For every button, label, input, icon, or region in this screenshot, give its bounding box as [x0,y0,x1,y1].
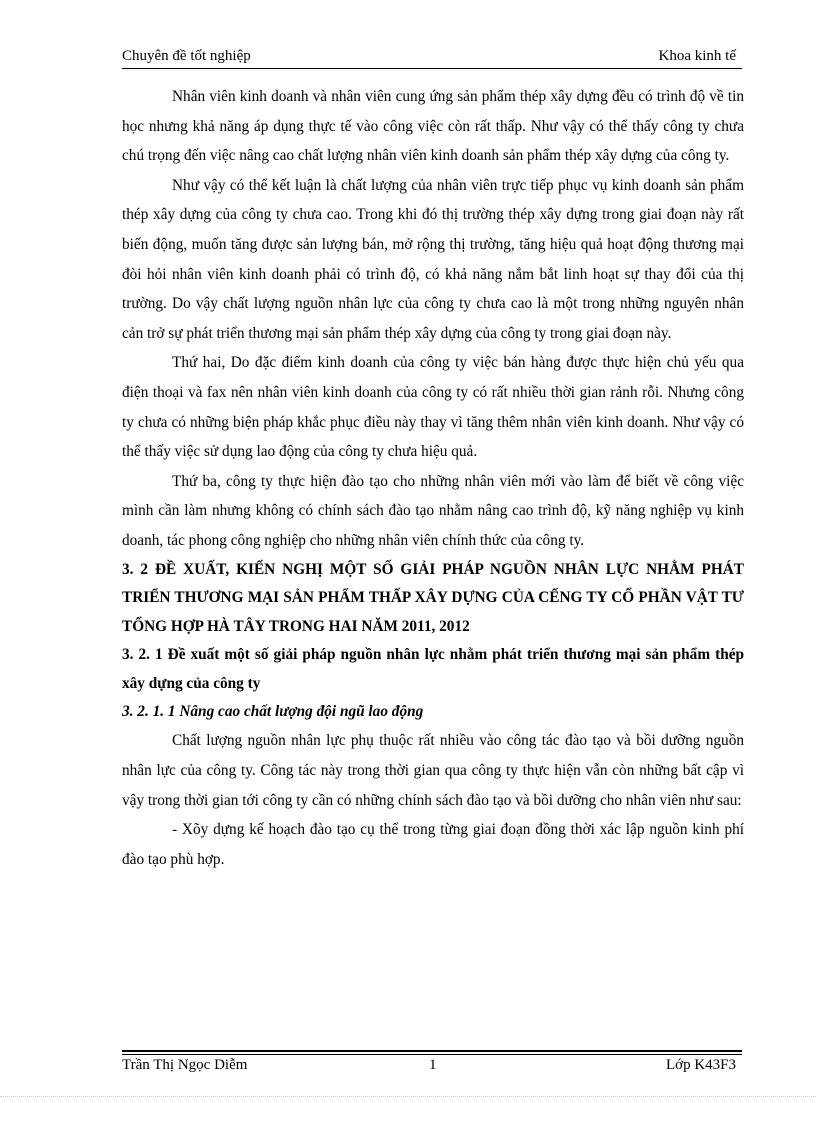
paragraph-3: Thứ hai, Do đặc điểm kinh doanh của công ty việc bán hàng được thực hiện chủ yếu qua điện thoại và fax nên nhân viên kinh doanh của công ty có rất nhiều thời gian rảnh rỗi. Nhưng công ty chưa có những biện pháp khắc phục điều này thay vì tăng thêm nhân viên kinh doanh. Như vậy có thể thấy việc sử dụng lao động của công ty chưa hiệu quả. [122,354,744,461]
paragraph-1: Nhân viên kinh doanh và nhân viên cung ứng sản phẩm thép xây dựng đều có trình độ về tin học nhưng khả năng áp dụng thực tế vào công việc còn rất thấp. Như vậy có thể thấy công ty chưa chú trọng đến việc nâng cao chất lượng nhân viên kinh doanh sản phẩm thép xây dựng của công ty. [122,88,744,165]
paragraph-4: Thứ ba, công ty thực hiện đào tạo cho những nhân viên mới vào làm để biết về công việc mình cần làm nhưng không có chính sách đào tạo nhằm nâng cao trình độ, kỹ năng nghiệp vụ kinh doanh, tác phong công nghiệp cho những nhân viên chính thức của công ty. [122,472,744,549]
paragraph-5: Chất lượng nguồn nhân lực phụ thuộc rất nhiều vào công tác đào tạo và bồi dưỡng nguồn nhân lực của công ty. Công tác này trong thời gian qua công ty thực hiện vẫn còn những bất cập vì vậy trong thời gian tới công ty cần có những chính sách đào tạo và bồi dưỡng cho nhân viên như sau: [122,732,744,809]
footer-class: Lớp K43F3 [665,1057,736,1073]
footer-rule-thin [122,1054,742,1055]
page-footer [122,1050,742,1080]
footer-author: Trần Thị Ngọc Diễm [122,1057,248,1073]
page-number: 1 [429,1057,437,1073]
paragraph-2: Như vậy có thể kết luận là chất lượng của nhân viên trực tiếp phục vụ kinh doanh sản phẩm thép xây dựng của công ty chưa cao. Trong khi đó thị trường thép xây dựng trong giai đoạn này rất biến động, muốn tăng được sản lượng bán, mở rộng thị trường, tăng hiệu quả hoạt động thương mại đòi hỏi nhân viên kinh doanh phải có trình độ, có khả năng nắm bắt linh hoạt sự thay đổi của thị trường. Do vậy chất lượng nguồn nhân lực của công ty chưa cao là một trong những nguyên nhân cản trở sự phát triển thương mại sản phẩm thép xây dựng của công ty trong giai đoạn này. [122,176,744,342]
header-title: Chuyên đề tốt nghiệp [122,48,251,64]
page-break-line [0,1096,816,1097]
subsection-heading: 3. 2. 1 Đề xuất một số giải pháp nguồn nhân lực nhằm phát triển thương mại sản phẩm thép xây dựng của công ty [122,646,744,692]
paragraph-6: - Xõy dựng kế hoạch đào tạo cụ thể trong từng giai đoạn đồng thời xác lập nguồn kinh phí đào tạo phù hợp. [122,821,744,868]
header-faculty: Khoa kinh tế [658,48,736,64]
page-content [122,82,744,874]
footer-rule [122,1050,742,1052]
page-header [122,46,742,69]
subsubsection-heading: 3. 2. 1. 1 Nâng cao chất lượng đội ngũ lao động [122,703,424,721]
section-heading: 3. 2 ĐỀ XUẤT, KIẾN NGHỊ MỘT SỐ GIẢI PHÁP NGUỒN NHÂN LỰC NHẰM PHÁT TRIỂN THƯƠNG MẠI SẢN PHẨM THẤP XÂY DỰNG CỦA CẾNG TY CỔ PHẦN VẬT TƯ TỔNG HỢP HÀ TÂY TRONG HAI NĂM 2011, 2012 [122,560,744,635]
